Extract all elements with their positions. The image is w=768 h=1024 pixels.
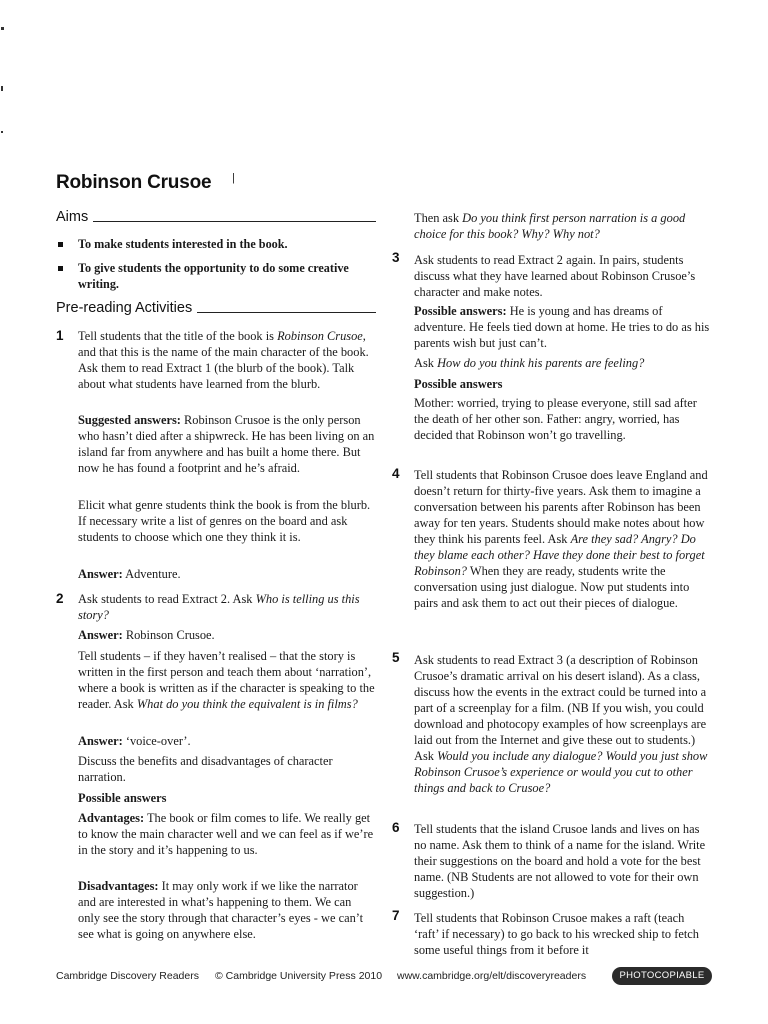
activity-5-text: Ask students to read Extract 3 (a description of Robinson Crusoe’s dramatic arrival on his desert island). As a class, discuss how the events in the extract could be turned into a part of a screenplay for a film. (NB If you wish, you could download and photocopy examples of how screenplays are laid out from the Internet and give these out to students.) Ask Would you include any dialogue? Would you just show Robinson Crusoe’s experience or would you cut to other things and back to Crusoe? — [414, 653, 708, 795]
aim-text: To give students the opportunity to do some creative writing. — [78, 261, 349, 291]
activity-2-disadvantages: Disadvantages: It may only work if we like the narrator and are interested in what’s happening to them. We can only see the story through that character’s eyes - we can’t see what is going on anywhere else. — [78, 879, 364, 941]
activity-1-suggested-answers: Suggested answers: Robinson Crusoe is the only person who hasn’t died after a shipwreck. He has been living on an island far from anywhere and has built a home there. But now he has found a footprint and he’s afraid. — [78, 413, 375, 475]
page-footer — [56, 967, 716, 987]
photocopiable-badge: PHOTOCOPIABLE — [612, 967, 712, 985]
activity-1-intro: Tell students that the title of the book is Robinson Crusoe, and that this is the name of the main character of the book. Ask them to read Extract 1 (the blurb of the book). Talk about what students have learned from the blurb. — [78, 329, 369, 391]
activity-number: 7 — [392, 908, 400, 923]
activity-3-intro: Ask students to read Extract 2 again. In pairs, students discuss what they have learned about Robinson Crusoe’s character and make notes. — [414, 253, 696, 299]
activity-3-parents-answer: Mother: worried, trying to please everyone, still sad after the death of her other son. Father: angry, worried, has decided that Robinson won’t go travelling. — [414, 396, 697, 442]
aim-item — [56, 260, 376, 292]
footer-url: www.cambridge.org/elt/discoveryreaders — [397, 970, 587, 982]
scan-artifact: | — [232, 172, 235, 184]
activity-2-advantages: Advantages: The book or film comes to life. We really get to know the main character well and we can feel as if we’re in the story and it’s happening to us. — [78, 811, 374, 857]
aims-heading-text: Aims — [56, 209, 89, 225]
activity-2-possible-answers-label: Possible answers — [78, 791, 167, 805]
activity-2-intro: Ask students to read Extract 2. Ask Who is telling us this story? — [78, 592, 360, 622]
activity-number: 3 — [392, 250, 400, 265]
heading-rule — [93, 221, 376, 222]
scan-mark — [1, 86, 3, 91]
aim-item — [56, 236, 376, 252]
bullet-square-icon — [58, 242, 63, 247]
scan-mark — [1, 131, 3, 133]
activity-1-answer: Answer: Adventure. — [78, 567, 181, 581]
aim-text: To make students interested in the book. — [78, 237, 288, 251]
activity-3-possible-answers-label: Possible answers — [414, 377, 503, 391]
pre-reading-heading — [56, 300, 376, 316]
footer-series: Cambridge Discovery Readers — [56, 970, 199, 982]
activity-4-text: Tell students that Robinson Crusoe does leave England and doesn’t return for thirty-five years. Ask them to imagine a conversation between his parents after Robinson has been away for ten years. Students should make notes about how they think his parents feel. Ask Are they sad? Angry? Do they blame each other? Have they done their best to forget Robinson? When they are ready, students write the conversation using just dialogue. Now put students into pairs and ask them to act out their pieces of dialogue. — [414, 468, 708, 610]
activity-2-narration: Tell students – if they haven’t realised – that the story is written in the first person and teach them about ‘narration’, where a book is written as if the character is speaking to the reader. Ask What do you think the equivalent is in films? — [78, 649, 375, 711]
aims-heading — [56, 209, 376, 225]
page-title: Robinson Crusoe — [56, 172, 212, 193]
activity-number: 2 — [56, 591, 64, 606]
activity-number: 6 — [392, 820, 400, 835]
activity-2-answer: Answer: Robinson Crusoe. — [78, 628, 215, 642]
activity-6-text: Tell students that the island Crusoe lands and lives on has no name. Ask them to think of a name for the island. Write their suggestions on the board and hold a vote for the best name. (NB Students are not allowed to vote for their own suggestion.) — [414, 822, 706, 900]
activity-2-follow-up: Then ask Do you think first person narration is a good choice for this book? Why? Why not? — [414, 211, 686, 241]
activity-number: 1 — [56, 328, 64, 343]
activity-3-parents-question: Ask How do you think his parents are feeling? — [414, 356, 645, 370]
activity-number: 4 — [392, 466, 400, 481]
activity-number: 5 — [392, 650, 400, 665]
activity-3-possible-answers: Possible answers: He is young and has dreams of adventure. He feels tied down at home. He tries to do as his parents wish but just can’t. — [414, 304, 710, 350]
footer-copyright: © Cambridge University Press 2010 — [215, 970, 383, 982]
activity-2-voice-over: Answer: ‘voice-over’. — [78, 734, 191, 748]
activity-2-discuss: Discuss the benefits and disadvantages of character narration. — [78, 754, 333, 784]
bullet-square-icon — [58, 266, 63, 271]
pre-reading-heading-text: Pre-reading Activities — [56, 300, 193, 316]
heading-rule — [197, 312, 376, 313]
scan-mark — [1, 27, 4, 30]
activity-1-genre: Elicit what genre students think the book is from the blurb. If necessary write a list of genres on the board and ask students to choose which one they think it is. — [78, 498, 371, 544]
activity-7-text: Tell students that Robinson Crusoe makes a raft (teach ‘raft’ if necessary) to go back to his wrecked ship to fetch some useful things from it before it — [414, 911, 699, 957]
